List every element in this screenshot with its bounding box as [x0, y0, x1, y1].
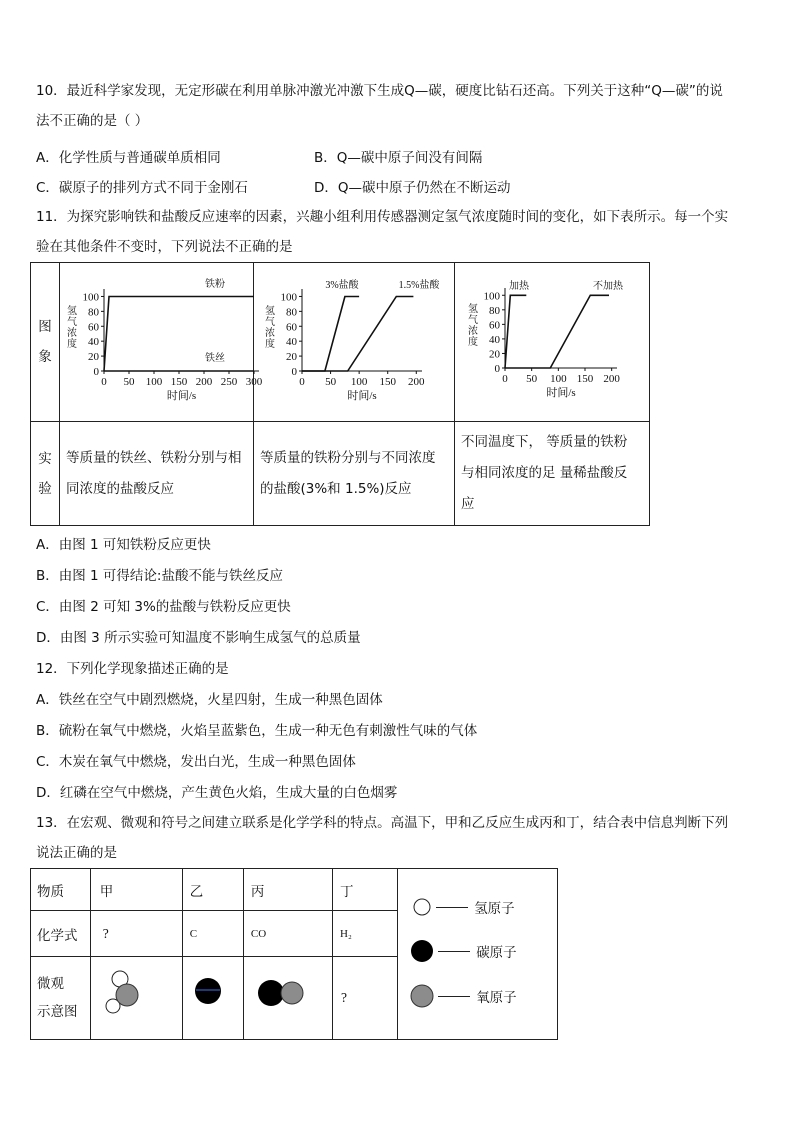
x-tick-label: 150	[170, 376, 188, 388]
series-line	[505, 295, 526, 368]
y-axis-label-char: 浓	[468, 326, 478, 337]
q13-label-formula: 化学式	[31, 911, 91, 957]
y-tick-label: 60	[88, 321, 99, 334]
chart-cell-1	[60, 263, 263, 422]
q13-label-micro: 微观 示意图	[31, 957, 91, 1040]
q13-formula-ding: H₂	[333, 911, 398, 957]
x-tick-label: 100	[145, 376, 163, 388]
y-tick-label: 80	[286, 306, 297, 319]
q12-option-c: C．木炭在氧气中燃烧，发出白光，生成一种黑色固体	[36, 754, 356, 770]
q12-stem: 12．下列化学现象描述正确的是	[36, 661, 229, 677]
series-label: 1.5%盐酸	[398, 280, 440, 291]
y-axis-label-char: 度	[468, 337, 478, 348]
y-tick-label: 40	[88, 336, 99, 349]
chart-1	[60, 263, 263, 417]
chart-cell-2	[254, 263, 455, 422]
chart-3	[455, 263, 649, 417]
q10-stem	[36, 76, 758, 136]
legend-carbon: 碳原子	[410, 939, 517, 963]
y-axis-label	[468, 302, 478, 348]
y-tick-label: 80	[88, 306, 99, 319]
q13-header-jia: 甲	[90, 869, 182, 911]
oxygen-atom-icon	[410, 984, 434, 1008]
x-axis-label: 时间/s	[166, 390, 197, 402]
q11-row-header-experiment: 实 验	[31, 422, 60, 526]
series-line	[302, 297, 413, 372]
q10-option-b: B．Q—碳中原子间没有间隔	[314, 150, 483, 166]
q13-formula-yi: C	[182, 911, 243, 957]
series-label: 铁粉	[205, 279, 225, 290]
x-tick-label: 200	[603, 373, 620, 385]
legend-hydrogen: 氢原子	[412, 897, 515, 917]
y-axis-label-char: 氢	[67, 306, 77, 317]
q11-row-header-graph: 图 象	[31, 263, 60, 422]
y-tick-label: 60	[286, 321, 297, 334]
q11-option-d: D．由图 3 所示实验可知温度不影响生成氢气的总质量	[36, 630, 361, 646]
y-axis-label-char: 浓	[265, 328, 275, 339]
y-tick-label: 20	[286, 351, 297, 364]
chart-cell-3	[455, 263, 650, 422]
series-label: 铁丝	[205, 353, 225, 364]
x-tick-label: 250	[220, 376, 238, 388]
series-label: 3%盐酸	[325, 280, 359, 291]
water-molecule-icon	[91, 957, 174, 1035]
q12-option-d: D．红磷在空气中燃烧，产生黄色火焰，生成大量的白色烟雾	[36, 785, 398, 801]
y-axis-label	[265, 304, 275, 350]
x-tick-label: 150	[576, 373, 594, 385]
experiment-2: 等质量的铁粉分别与不同浓度 的盐酸(3%和 1.5%)反应	[254, 422, 455, 526]
q11-line1: 11．为探究影响铁和盐酸反应速率的因素，兴趣小组利用传感器测定氢气浓度随时间的变化，如下表所示。每一个实	[36, 209, 729, 225]
q12-option-b: B．硫粉在氧气中燃烧，火焰呈蓝紫色，生成一种无色有刺激性气味的气体	[36, 723, 478, 739]
legend-oxygen: 氧原子	[410, 984, 517, 1008]
q11-stem	[36, 202, 758, 262]
y-tick-label: 20	[88, 351, 99, 364]
q13-line1: 13．在宏观、微观和符号之间建立联系是化学学科的特点。高温下，甲和乙反应生成丙和丁，结合表中信息判断下列	[36, 815, 729, 831]
q13-formula-bing: CO	[243, 911, 332, 957]
hydrogen-atom-icon	[412, 897, 432, 917]
co-molecule-icon	[244, 957, 326, 1035]
y-tick-label: 40	[286, 336, 297, 349]
y-axis-label-char: 度	[67, 339, 77, 350]
q10-option-a: A．化学性质与普通碳单质相同	[36, 150, 221, 166]
y-tick-label: 40	[489, 333, 500, 346]
experiment-1: 等质量的铁丝、铁粉分别与相 同浓度的盐酸反应	[60, 422, 254, 526]
q11-line2: 验在其他条件不变时，下列说法不正确的是	[36, 239, 293, 255]
y-axis-label-char: 气	[468, 315, 478, 326]
series-line	[302, 297, 359, 372]
y-tick-label: 0	[93, 366, 99, 378]
x-tick-label: 50	[325, 376, 337, 388]
series-line	[104, 297, 254, 372]
y-tick-label: 20	[489, 348, 500, 361]
q10-line2: 法不正确的是（ ）	[36, 113, 149, 129]
y-axis-label-char: 氢	[468, 304, 478, 315]
q13-header-bing: 丙	[243, 869, 332, 911]
q10-line1: 10．最近科学家发现，无定形碳在利用单脉冲激光冲激下生成Q—碳，硬度比钻石还高。下列关于这种“Q—碳”的说	[36, 83, 723, 99]
y-axis-label-char: 浓	[67, 328, 77, 339]
x-tick-label: 100	[350, 376, 368, 388]
x-axis-label: 时间/s	[546, 387, 576, 399]
y-tick-label: 0	[291, 366, 297, 378]
y-axis-label	[67, 304, 77, 350]
q11-option-b: B．由图 1 可得结论:盐酸不能与铁丝反应	[36, 568, 283, 584]
q13-formula-jia: ?	[90, 911, 182, 957]
q13-stem	[36, 808, 758, 868]
q13-line2: 说法正确的是	[36, 845, 117, 861]
chart-2	[254, 263, 454, 417]
x-tick-label: 0	[299, 376, 305, 388]
experiment-3: 不同温度下， 等质量的铁粉 与相同浓度的足 量稀盐酸反 应	[455, 422, 650, 526]
y-tick-label: 100	[483, 290, 500, 303]
y-tick-label: 0	[494, 363, 500, 375]
q11-table	[30, 262, 650, 526]
y-axis-label-char: 气	[67, 317, 77, 328]
q13-legend	[398, 869, 558, 1040]
q13-micro-ding: ?	[333, 957, 398, 1040]
q13-micro-bing	[243, 957, 332, 1040]
x-tick-label: 0	[502, 373, 508, 385]
q13-table	[30, 868, 558, 1040]
y-tick-label: 100	[82, 291, 99, 304]
series-label: 加热	[509, 281, 529, 292]
q13-header-substance: 物质	[31, 869, 91, 911]
carbon-atom-icon	[410, 939, 434, 963]
q13-micro-yi	[182, 957, 243, 1040]
y-axis-label-char: 氢	[265, 306, 275, 317]
x-tick-label: 0	[101, 376, 107, 388]
y-tick-label: 100	[280, 291, 297, 304]
carbon-molecule-icon	[183, 957, 237, 1035]
y-axis-label-char: 度	[265, 339, 275, 350]
x-tick-label: 150	[379, 376, 396, 388]
x-axis-label: 时间/s	[347, 390, 377, 402]
q11-option-a: A．由图 1 可知铁粉反应更快	[36, 537, 211, 553]
q13-header-ding: 丁	[333, 869, 398, 911]
q10-option-d: D．Q—碳中原子仍然在不断运动	[314, 180, 511, 196]
y-axis-label-char: 气	[265, 317, 275, 328]
q10-option-c: C．碳原子的排列方式不同于金刚石	[36, 180, 248, 196]
x-tick-label: 50	[123, 376, 135, 388]
q13-micro-jia	[90, 957, 182, 1040]
x-tick-label: 100	[550, 373, 567, 385]
q12-option-a: A．铁丝在空气中剧烈燃烧，火星四射，生成一种黑色固体	[36, 692, 383, 708]
y-tick-label: 80	[489, 304, 500, 317]
q13-header-yi: 乙	[182, 869, 243, 911]
x-tick-label: 200	[408, 376, 425, 388]
series-label: 不加热	[593, 281, 623, 292]
y-tick-label: 60	[489, 319, 500, 332]
x-tick-label: 300	[245, 376, 263, 388]
series-line	[505, 295, 609, 368]
x-tick-label: 50	[526, 373, 538, 385]
x-tick-label: 200	[195, 376, 213, 388]
q11-option-c: C．由图 2 可知 3%的盐酸与铁粉反应更快	[36, 599, 291, 615]
